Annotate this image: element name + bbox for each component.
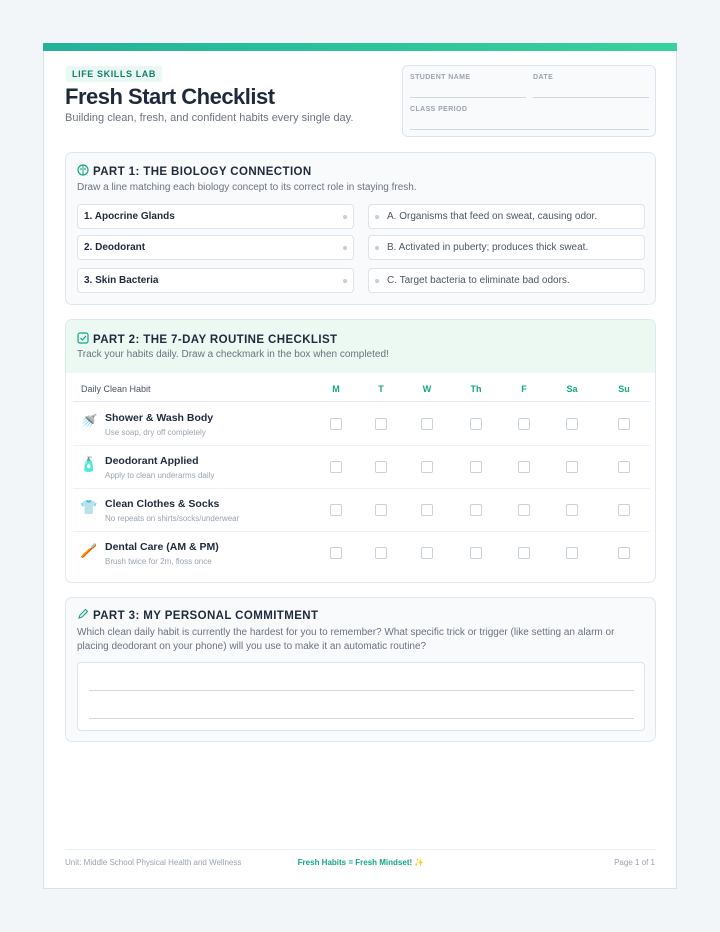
day-checkbox[interactable] <box>566 504 578 516</box>
day-checkbox[interactable] <box>518 418 530 430</box>
day-checkbox[interactable] <box>470 504 482 516</box>
day-checkbox[interactable] <box>566 547 578 559</box>
day-checkbox[interactable] <box>618 547 630 559</box>
role-label: C. Target bacteria to eliminate bad odors. <box>387 275 570 286</box>
day-checkbox[interactable] <box>375 547 387 559</box>
checkbox-icon <box>77 332 89 347</box>
day-checkbox[interactable] <box>330 547 342 559</box>
habit-row <box>73 488 650 532</box>
day-checkbox[interactable] <box>330 504 342 516</box>
day-checkbox[interactable] <box>518 461 530 473</box>
role-item[interactable] <box>368 235 645 260</box>
habit-row <box>73 531 650 574</box>
role-label: B. Activated in puberty; produces thick sweat. <box>387 242 589 253</box>
day-header: W <box>422 384 432 394</box>
worksheet-page <box>43 43 677 889</box>
connector-dot[interactable] <box>375 279 379 283</box>
part1-heading <box>77 164 312 179</box>
day-header: M <box>332 384 340 394</box>
class-period-label: CLASS PERIOD <box>410 106 468 113</box>
day-checkbox[interactable] <box>330 461 342 473</box>
day-checkbox[interactable] <box>618 418 630 430</box>
brain-icon <box>77 164 89 179</box>
writing-line <box>89 690 634 691</box>
day-header: Su <box>618 384 630 394</box>
connector-dot[interactable] <box>343 279 347 283</box>
deodorant-icon: 🧴 <box>80 456 98 472</box>
part1-instructions: Draw a line matching each biology concept to its correct role in staying fresh. <box>77 182 417 193</box>
student-name-label: STUDENT NAME <box>410 74 471 81</box>
student-name-field[interactable] <box>410 97 526 98</box>
subject-badge: LIFE SKILLS LAB <box>66 66 162 82</box>
concept-item[interactable] <box>77 235 354 260</box>
habit-name: Dental Care (AM & PM) <box>105 541 219 553</box>
page-title: Fresh Start Checklist <box>65 84 275 109</box>
day-checkbox[interactable] <box>518 547 530 559</box>
part2-card <box>65 319 656 583</box>
day-checkbox[interactable] <box>375 504 387 516</box>
day-checkbox[interactable] <box>470 418 482 430</box>
concept-item[interactable] <box>77 204 354 229</box>
table-header <box>73 375 650 402</box>
page-subtitle: Building clean, fresh, and confident habits every single day. <box>65 112 354 124</box>
writing-line <box>89 718 634 719</box>
day-checkbox[interactable] <box>566 418 578 430</box>
habit-row <box>73 402 650 446</box>
day-header: Sa <box>566 384 578 394</box>
day-checkbox[interactable] <box>518 504 530 516</box>
shirt-icon: 👕 <box>80 499 98 515</box>
role-item[interactable] <box>368 204 645 229</box>
day-header: F <box>521 384 527 394</box>
footer-divider <box>65 849 656 850</box>
concept-label: 1. Apocrine Glands <box>84 211 175 222</box>
pencil-icon <box>77 608 89 623</box>
part2-instructions: Track your habits daily. Draw a checkmark in the box when completed! <box>77 349 389 360</box>
day-checkbox[interactable] <box>566 461 578 473</box>
shower-icon: 🚿 <box>80 413 98 429</box>
day-checkbox[interactable] <box>375 418 387 430</box>
day-checkbox[interactable] <box>470 547 482 559</box>
day-header: T <box>378 384 384 394</box>
day-checkbox[interactable] <box>421 547 433 559</box>
accent-bar <box>43 43 677 51</box>
habit-note: No repeats on shirts/socks/underwear <box>105 514 240 523</box>
habit-name: Clean Clothes & Socks <box>105 498 220 510</box>
toothbrush-icon: 🪥 <box>80 542 98 558</box>
habit-name: Deodorant Applied <box>105 455 199 467</box>
part2-title: PART 2: THE 7-DAY ROUTINE CHECKLIST <box>93 333 338 346</box>
day-header: Th <box>470 384 482 394</box>
connector-dot[interactable] <box>343 246 347 250</box>
day-checkbox[interactable] <box>618 504 630 516</box>
habit-note: Apply to clean underarms daily <box>105 471 215 480</box>
footer-page: Page 1 of 1 <box>614 858 655 867</box>
date-field[interactable] <box>533 97 649 98</box>
part1-title: PART 1: THE BIOLOGY CONNECTION <box>93 165 312 178</box>
part2-heading <box>77 332 337 347</box>
part3-card <box>65 597 656 742</box>
habit-column-header: Daily Clean Habit <box>81 384 151 394</box>
part1-card <box>65 152 656 305</box>
connector-dot[interactable] <box>375 246 379 250</box>
date-label: DATE <box>533 74 554 81</box>
footer-slogan: Fresh Habits = Fresh Mindset! ✨ <box>297 858 425 867</box>
concept-label: 2. Deodorant <box>84 242 146 253</box>
footer-unit: Unit: Middle School Physical Health and Wellness <box>65 858 242 867</box>
class-period-field[interactable] <box>410 129 649 130</box>
role-item[interactable] <box>368 268 645 293</box>
day-checkbox[interactable] <box>421 418 433 430</box>
commitment-answer-box[interactable] <box>77 662 645 731</box>
student-info-box <box>402 65 656 137</box>
role-label: A. Organisms that feed on sweat, causing odor. <box>387 211 598 222</box>
connector-dot[interactable] <box>343 215 347 219</box>
part3-heading <box>77 608 318 623</box>
day-checkbox[interactable] <box>375 461 387 473</box>
day-checkbox[interactable] <box>421 461 433 473</box>
habit-note: Use soap, dry off completely <box>105 428 206 437</box>
day-checkbox[interactable] <box>330 418 342 430</box>
day-checkbox[interactable] <box>470 461 482 473</box>
connector-dot[interactable] <box>375 215 379 219</box>
habit-note: Brush twice for 2m, floss once <box>105 557 212 566</box>
part3-question: Which clean daily habit is currently the hardest for you to remember? What specific trick or trigger (like setting an alarm or placing deodorant on your phone) will you use to make it an automatic routine? <box>77 627 615 652</box>
concept-label: 3. Skin Bacteria <box>84 275 159 286</box>
concept-item[interactable] <box>77 268 354 293</box>
part3-title: PART 3: MY PERSONAL COMMITMENT <box>93 609 319 622</box>
day-checkbox[interactable] <box>421 504 433 516</box>
habit-row <box>73 445 650 489</box>
habit-name: Shower & Wash Body <box>105 412 214 424</box>
day-checkbox[interactable] <box>618 461 630 473</box>
